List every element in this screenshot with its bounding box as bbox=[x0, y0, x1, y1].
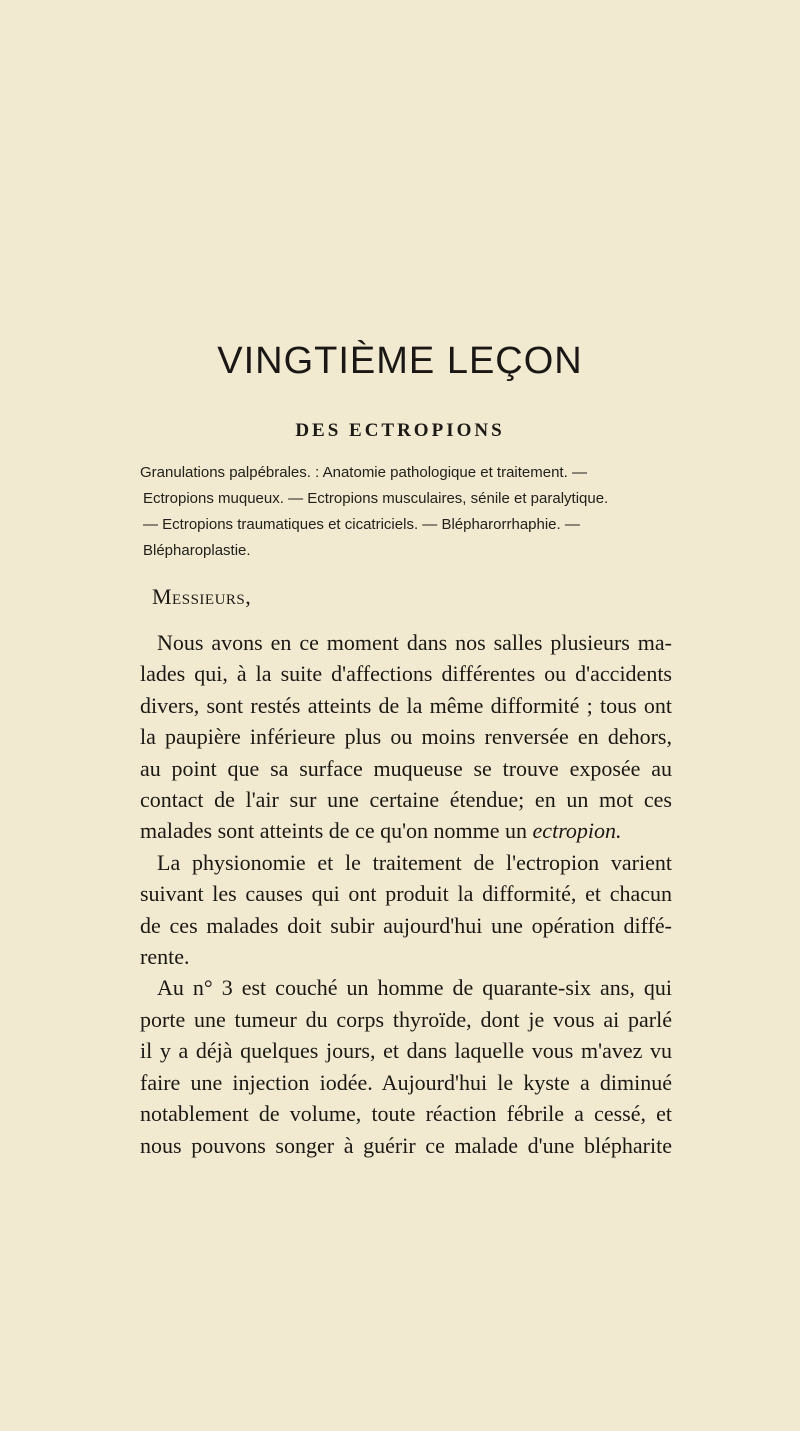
summary-line: — Ectropions traumatiques et cicatriciels. — Blépharorrhaphie. — bbox=[143, 516, 580, 533]
body-line: Nous avons en ce moment dans nos salles plusieurs ma- bbox=[157, 630, 672, 655]
summary-line: Blépharoplastie. bbox=[143, 542, 251, 559]
body-line: faire une injection iodée. Aujourd'hui le kyste a diminué bbox=[140, 1069, 672, 1095]
chapter-title: VINGTIÈME LEÇON bbox=[217, 340, 583, 382]
body-line: La physionomie et le traitement de l'ectropion varient bbox=[157, 849, 672, 875]
body-line: porte une tumeur du corps thyroïde, dont je vous ai parlé bbox=[140, 1006, 672, 1032]
body-line: lades qui, à la suite d'affections différentes ou d'accidents bbox=[140, 661, 672, 687]
body-line: Au n° 3 est couché un homme de quarante-six ans, qui bbox=[157, 975, 672, 1001]
body-line bbox=[140, 815, 672, 846]
body-line: suivant les causes qui ont produit la difformité, et chacun bbox=[140, 881, 672, 907]
body-line: contact de l'air sur une certaine étendue; en un mot ces bbox=[140, 787, 672, 813]
body-line: divers, sont restés atteints de la même difformité ; tous ont bbox=[140, 692, 672, 718]
chapter-subtitle: DES ECTROPIONS bbox=[295, 420, 505, 441]
body-line: au point que sa surface muqueuse se trouve exposée au bbox=[140, 755, 672, 781]
body-line: il y a déjà quelques jours, et dans laquelle vous m'avez vu bbox=[140, 1038, 672, 1064]
body-line: la paupière inférieure plus ou moins renversée en dehors, bbox=[140, 724, 672, 750]
summary-line: Ectropions muqueux. — Ectropions musculaires, sénile et paralytique. bbox=[143, 490, 609, 507]
salutation: Messieurs, bbox=[152, 584, 252, 609]
body-line: nous pouvons songer à guérir ce malade d'une blépharite bbox=[140, 1132, 672, 1158]
body-line-text: malades sont atteints de ce qu'on nomme un bbox=[140, 818, 528, 844]
body-text bbox=[140, 627, 672, 1161]
body-line: de ces malades doit subir aujourd'hui une opération diffé- bbox=[140, 912, 672, 938]
body-line: rente. bbox=[140, 944, 190, 970]
summary-line: Granulations palpébrales. : Anatomie pathologique et traitement. — bbox=[140, 464, 587, 481]
emphasized-term: ectropion. bbox=[532, 818, 622, 844]
body-line: notablement de volume, toute réaction fébrile a cessé, et bbox=[140, 1101, 672, 1127]
chapter-summary bbox=[140, 460, 670, 564]
